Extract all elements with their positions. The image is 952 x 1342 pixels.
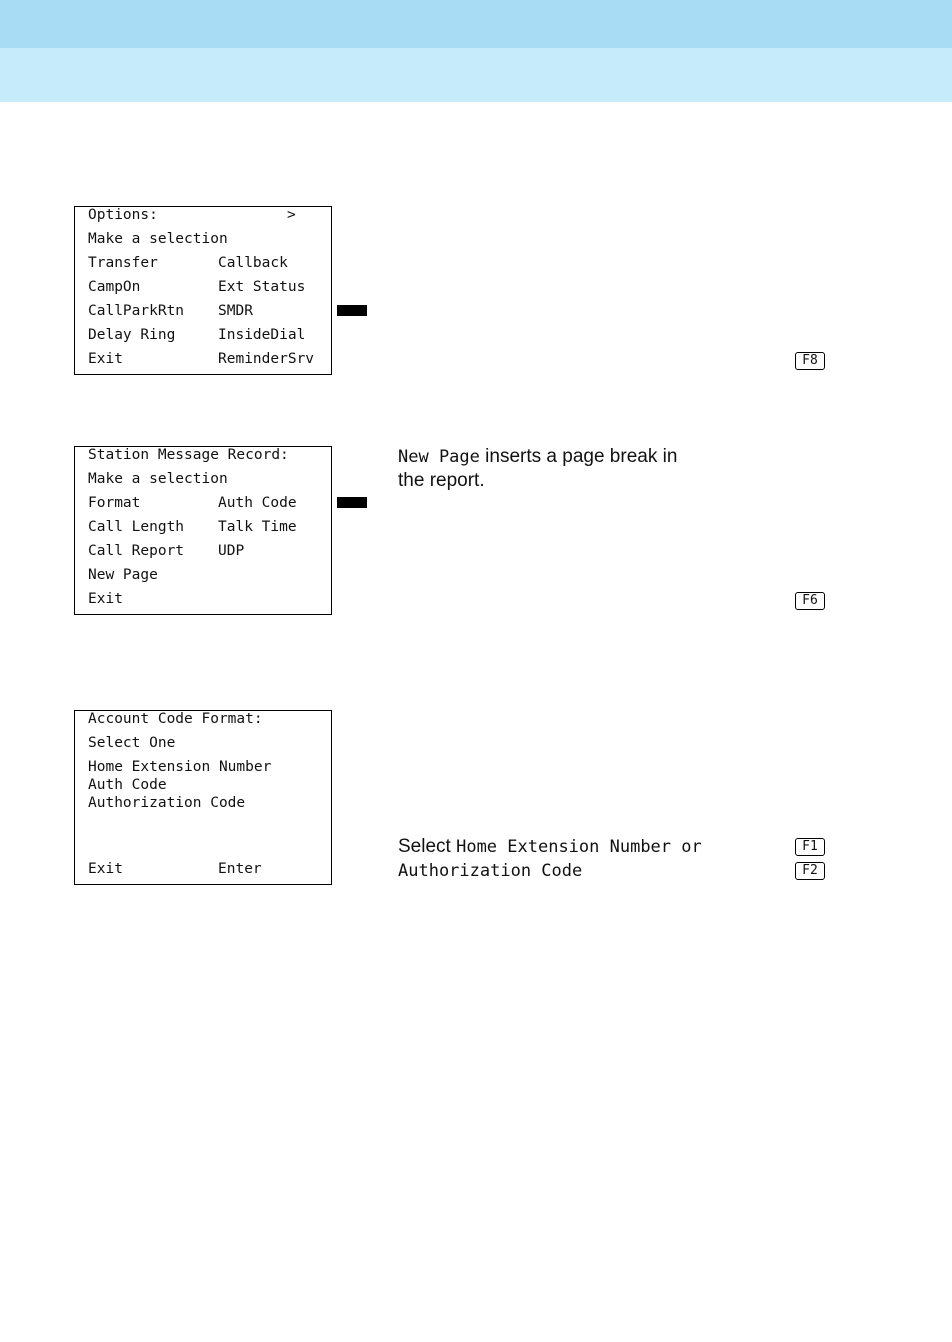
more-arrow-icon: > <box>287 207 296 223</box>
menu-item-delay-ring[interactable]: Delay Ring <box>88 327 176 343</box>
account-code-format-screen <box>74 710 332 885</box>
menu-item-smdr[interactable]: SMDR <box>218 303 253 319</box>
new-page-note <box>398 445 677 493</box>
menu-item-udp[interactable]: UDP <box>218 543 245 559</box>
menu-item-new-page[interactable]: New Page <box>88 567 158 583</box>
screen-prompt: Make a selection <box>88 471 228 487</box>
selection-pointer-icon <box>337 305 367 316</box>
options-screen <box>74 206 332 375</box>
menu-item-insidedial[interactable]: InsideDial <box>218 327 306 343</box>
smdr-screen <box>74 446 332 615</box>
header-band-light <box>0 48 952 102</box>
menu-item-enter[interactable]: Enter <box>218 861 262 877</box>
function-key-f2[interactable]: F2 <box>795 862 825 880</box>
menu-item-talk-time[interactable]: Talk Time <box>218 519 297 535</box>
function-key-f6[interactable]: F6 <box>795 592 825 610</box>
note-term-home-extension: Home Extension Number <box>456 837 672 857</box>
menu-item-callparkrtn[interactable]: CallParkRtn <box>88 303 185 319</box>
select-note <box>398 835 702 883</box>
note-text: inserts a page break in <box>479 446 678 467</box>
screen-title: Station Message Record: <box>88 447 289 463</box>
option-home-extension-number[interactable]: Home Extension Number <box>88 759 272 775</box>
function-key-f8[interactable]: F8 <box>795 352 825 370</box>
note-text-continued: the report. <box>398 470 485 491</box>
screen-title: Options: <box>88 207 158 223</box>
screen-title: Account Code Format: <box>88 711 263 727</box>
menu-item-ext-status[interactable]: Ext Status <box>218 279 306 295</box>
function-key-f1[interactable]: F1 <box>795 838 825 856</box>
menu-item-remindersrv[interactable]: ReminderSrv <box>218 351 315 367</box>
menu-item-exit[interactable]: Exit <box>88 861 123 877</box>
menu-item-format[interactable]: Format <box>88 495 141 511</box>
header-band-dark <box>0 0 952 48</box>
menu-item-call-length[interactable]: Call Length <box>88 519 185 535</box>
note-term: New Page <box>398 447 480 467</box>
menu-item-campon[interactable]: CampOn <box>88 279 141 295</box>
note-joiner: or <box>671 837 702 857</box>
screen-prompt: Select One <box>88 735 176 751</box>
screen-prompt: Make a selection <box>88 231 228 247</box>
selection-pointer-icon <box>337 497 367 508</box>
menu-item-call-report[interactable]: Call Report <box>88 543 185 559</box>
note-term-authorization-code: Authorization Code <box>398 861 583 881</box>
menu-item-callback[interactable]: Callback <box>218 255 288 271</box>
option-auth-code[interactable]: Auth Code <box>88 777 167 793</box>
menu-item-exit[interactable]: Exit <box>88 591 123 607</box>
menu-item-transfer[interactable]: Transfer <box>88 255 158 271</box>
option-authorization-code[interactable]: Authorization Code <box>88 795 246 811</box>
menu-item-auth-code[interactable]: Auth Code <box>218 495 297 511</box>
menu-item-exit[interactable]: Exit <box>88 351 123 367</box>
note-prefix: Select <box>398 836 457 857</box>
